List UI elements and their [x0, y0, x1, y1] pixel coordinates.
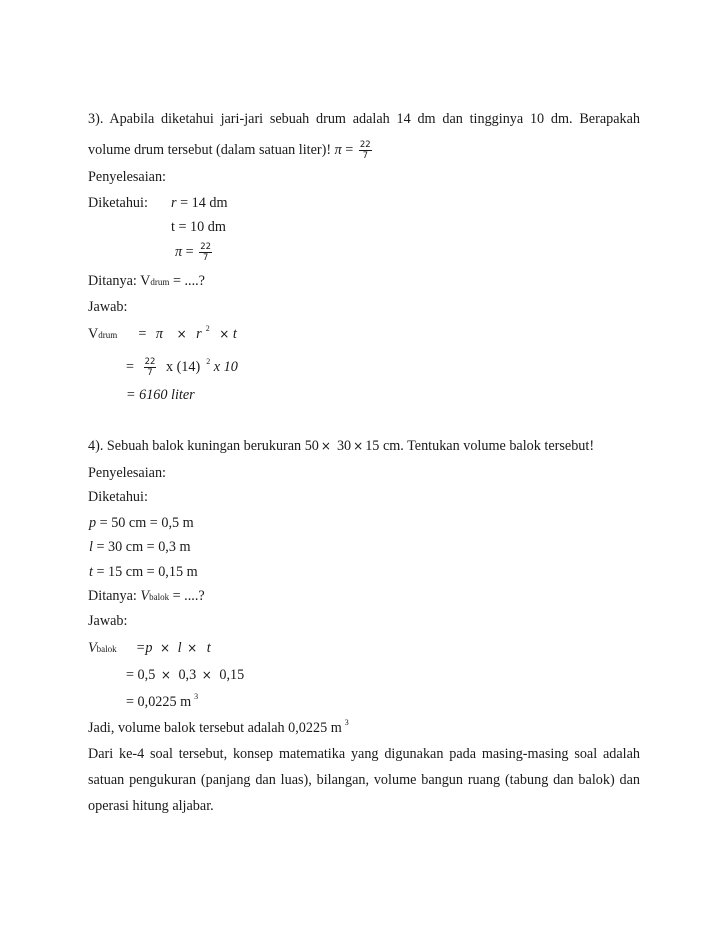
fraction-22-7: $\frac{22}{7}$ [144, 357, 156, 378]
q3-formula: Vdrum = π × r $^2$ × t [88, 324, 237, 342]
q4-t-given: t = 15 cm = 0,15 m [89, 564, 198, 580]
q3-question-line1: 3). Apabila diketahui jari-jari sebuah drum adalah 14 dm dan tingginya 10 dm. Berapakah [88, 111, 640, 127]
conclusion-line2: satuan pengukuran (panjang dan luas), bilangan, volume bangun ruang (tabung dan balok) dan [88, 772, 640, 788]
q4-jawab: Jawab: [88, 613, 128, 629]
q3-t-given: t = 10 dm [171, 219, 226, 235]
q4-diketahui-label: Diketahui: [88, 489, 148, 505]
q3-ditanya: Ditanya: Vdrum = ....? [88, 273, 205, 289]
fraction-22-7: $\frac{22}{7}$ [359, 140, 371, 161]
q4-penyelesaian: Penyelesaian: [88, 465, 167, 481]
q3-pi-given: π = $\frac{22}{7}$ [175, 242, 212, 263]
pi-symbol: π [334, 141, 342, 158]
q3-step2: = $\frac{22}{7}$ x (14) $^2$ x 10 [126, 356, 238, 378]
conclusion-line3: operasi hitung aljabar. [88, 798, 214, 814]
q4-result: = 0,0225 m $^3$ [126, 692, 199, 710]
fraction-22-7: $\frac{22}{7}$ [200, 242, 212, 263]
q3-question-line2 [88, 140, 374, 161]
q4-formula: Vbalok =p × l × t [88, 640, 211, 656]
q4-p-given: p = 50 cm = 0,5 m [89, 515, 194, 531]
q4-conclusion: Jadi, volume balok tersebut adalah 0,0225 m $^3$ [88, 718, 349, 736]
q3-result: = 6160 liter [126, 387, 195, 403]
q3-jawab: Jawab: [88, 299, 128, 315]
q4-ditanya: Ditanya: Vbalok = ....? [88, 588, 205, 604]
q3-question-text: volume drum tersebut (dalam satuan liter)! [88, 141, 332, 158]
q3-penyelesaian: Penyelesaian: [88, 169, 167, 185]
conclusion-line1: Dari ke-4 soal tersebut, konsep matematika yang digunakan pada masing-masing soal adalah [88, 746, 640, 762]
q4-step2: = 0,5 × 0,3 × 0,15 [126, 667, 245, 683]
q3-diketahui-label: Diketahui: [88, 195, 148, 211]
equals-sign: = [345, 141, 354, 158]
q4-l-given: l = 30 cm = 0,3 m [89, 539, 191, 555]
q3-r-given: r = 14 dm [171, 195, 228, 211]
q4-question: 4). Sebuah balok kuningan berukuran 50 × 30 × 15 cm. Tentukan volume balok tersebut! [88, 438, 595, 454]
